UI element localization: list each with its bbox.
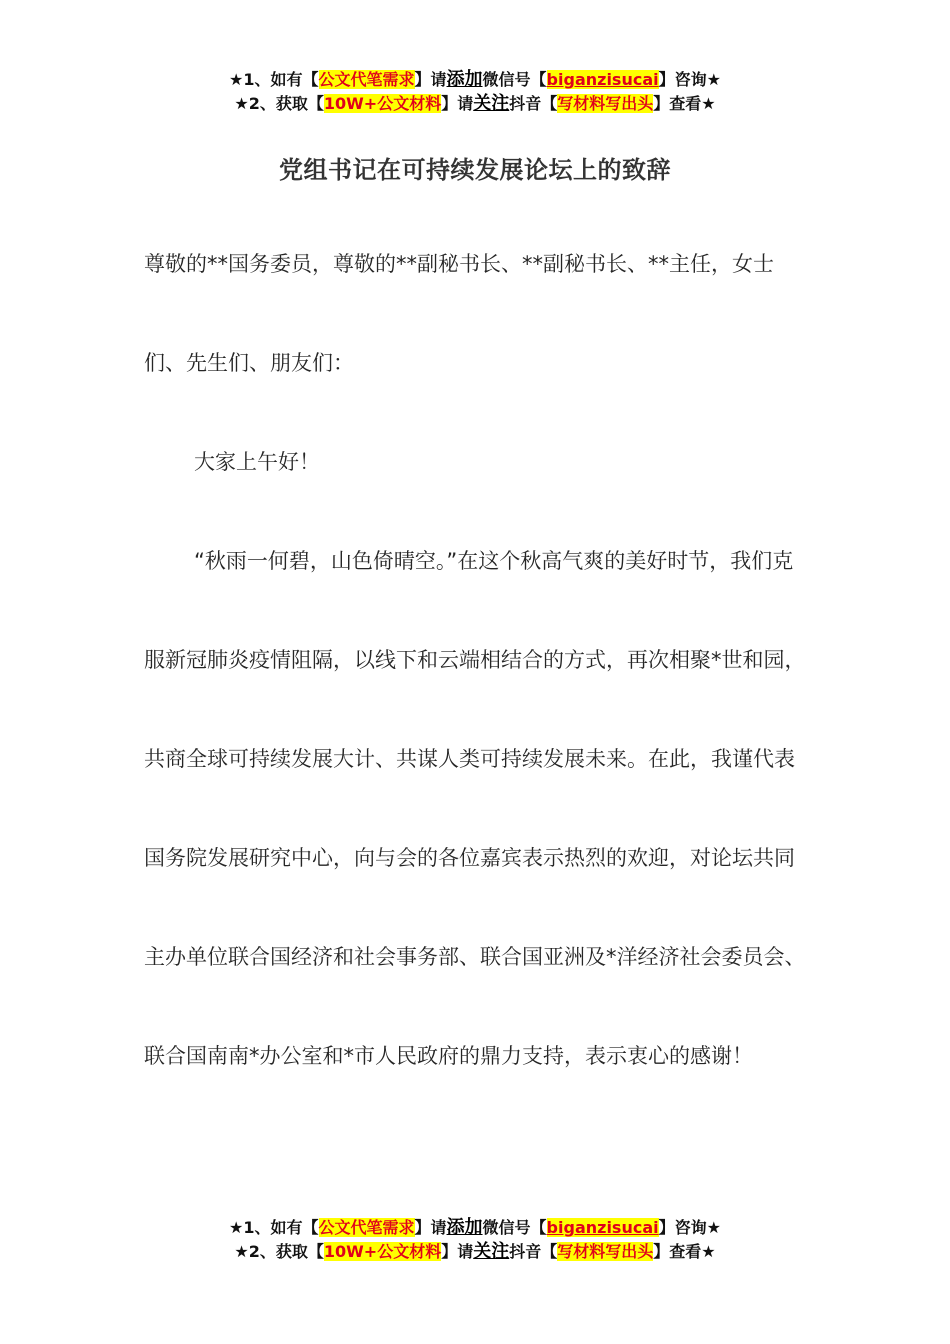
banner-text: 】请 bbox=[441, 1242, 474, 1261]
banner-text: ★1、如有【 bbox=[229, 70, 319, 89]
banner-line-1 bbox=[0, 1216, 950, 1240]
salutation-paragraph: 尊敬的**国务委员，尊敬的**副秘书长、**副秘书长、**主任，女士们、先生们、朋友们： bbox=[144, 252, 774, 375]
highlight-materials: 10W+公文材料 bbox=[323, 94, 442, 113]
banner-line-2 bbox=[0, 1240, 950, 1264]
banner-text: 抖音【 bbox=[509, 94, 558, 113]
banner-text: 微信号【 bbox=[482, 1218, 547, 1237]
banner-text: 】请 bbox=[441, 94, 474, 113]
highlight-service: 公文代笔需求 bbox=[318, 1218, 415, 1237]
emphasis-add: 添加 bbox=[446, 1217, 483, 1238]
greeting-paragraph: 大家上午好！ bbox=[194, 450, 320, 474]
banner-text: ★2、获取【 bbox=[234, 94, 324, 113]
banner-text: 】咨询★ bbox=[658, 1218, 721, 1237]
banner-text: 】查看★ bbox=[653, 1242, 716, 1261]
wechat-id-link[interactable]: biganzisucai bbox=[546, 1218, 659, 1237]
banner-line-2 bbox=[0, 92, 950, 116]
document-title: 党组书记在可持续发展论坛上的致辞 bbox=[279, 156, 671, 184]
banner-text: 】咨询★ bbox=[658, 70, 721, 89]
emphasis-follow: 关注 bbox=[473, 1241, 510, 1262]
banner-text: ★2、获取【 bbox=[234, 1242, 324, 1261]
banner-line-1 bbox=[0, 68, 950, 92]
highlight-douyin: 写材料写出头 bbox=[557, 1242, 654, 1261]
banner-text: ★1、如有【 bbox=[229, 1218, 319, 1237]
wechat-id-link[interactable]: biganzisucai bbox=[546, 70, 659, 89]
emphasis-follow: 关注 bbox=[473, 93, 510, 114]
highlight-douyin: 写材料写出头 bbox=[557, 94, 654, 113]
banner-text: 抖音【 bbox=[509, 1242, 558, 1261]
body-paragraph: “秋雨一何碧，山色倚晴空。”在这个秋高气爽的美好时节，我们克服新冠肺炎疫情阻隔，以线下和云端相结合的方式，再次相聚*世和园，共商全球可持续发展大计、共谋人类可持续发展未来。在此，我谨代表国务院发展研究中心，向与会的各位嘉宾表示热烈的欢迎，对论坛共同主办单位联合国经济和社会事务部、联合国亚洲及*洋经济社会委员会、联合国南南*办公室和*市人民政府的鼎力支持，表示衷心的感谢！ bbox=[144, 549, 806, 1068]
highlight-service: 公文代笔需求 bbox=[318, 70, 415, 89]
emphasis-add: 添加 bbox=[446, 69, 483, 90]
document-body bbox=[144, 215, 809, 1106]
highlight-materials: 10W+公文材料 bbox=[323, 1242, 442, 1261]
banner-text: 】查看★ bbox=[653, 94, 716, 113]
top-banner bbox=[0, 68, 950, 116]
banner-text: 微信号【 bbox=[482, 70, 547, 89]
banner-text: 】请 bbox=[414, 70, 447, 89]
banner-text: 】请 bbox=[414, 1218, 447, 1237]
bottom-banner bbox=[0, 1216, 950, 1264]
